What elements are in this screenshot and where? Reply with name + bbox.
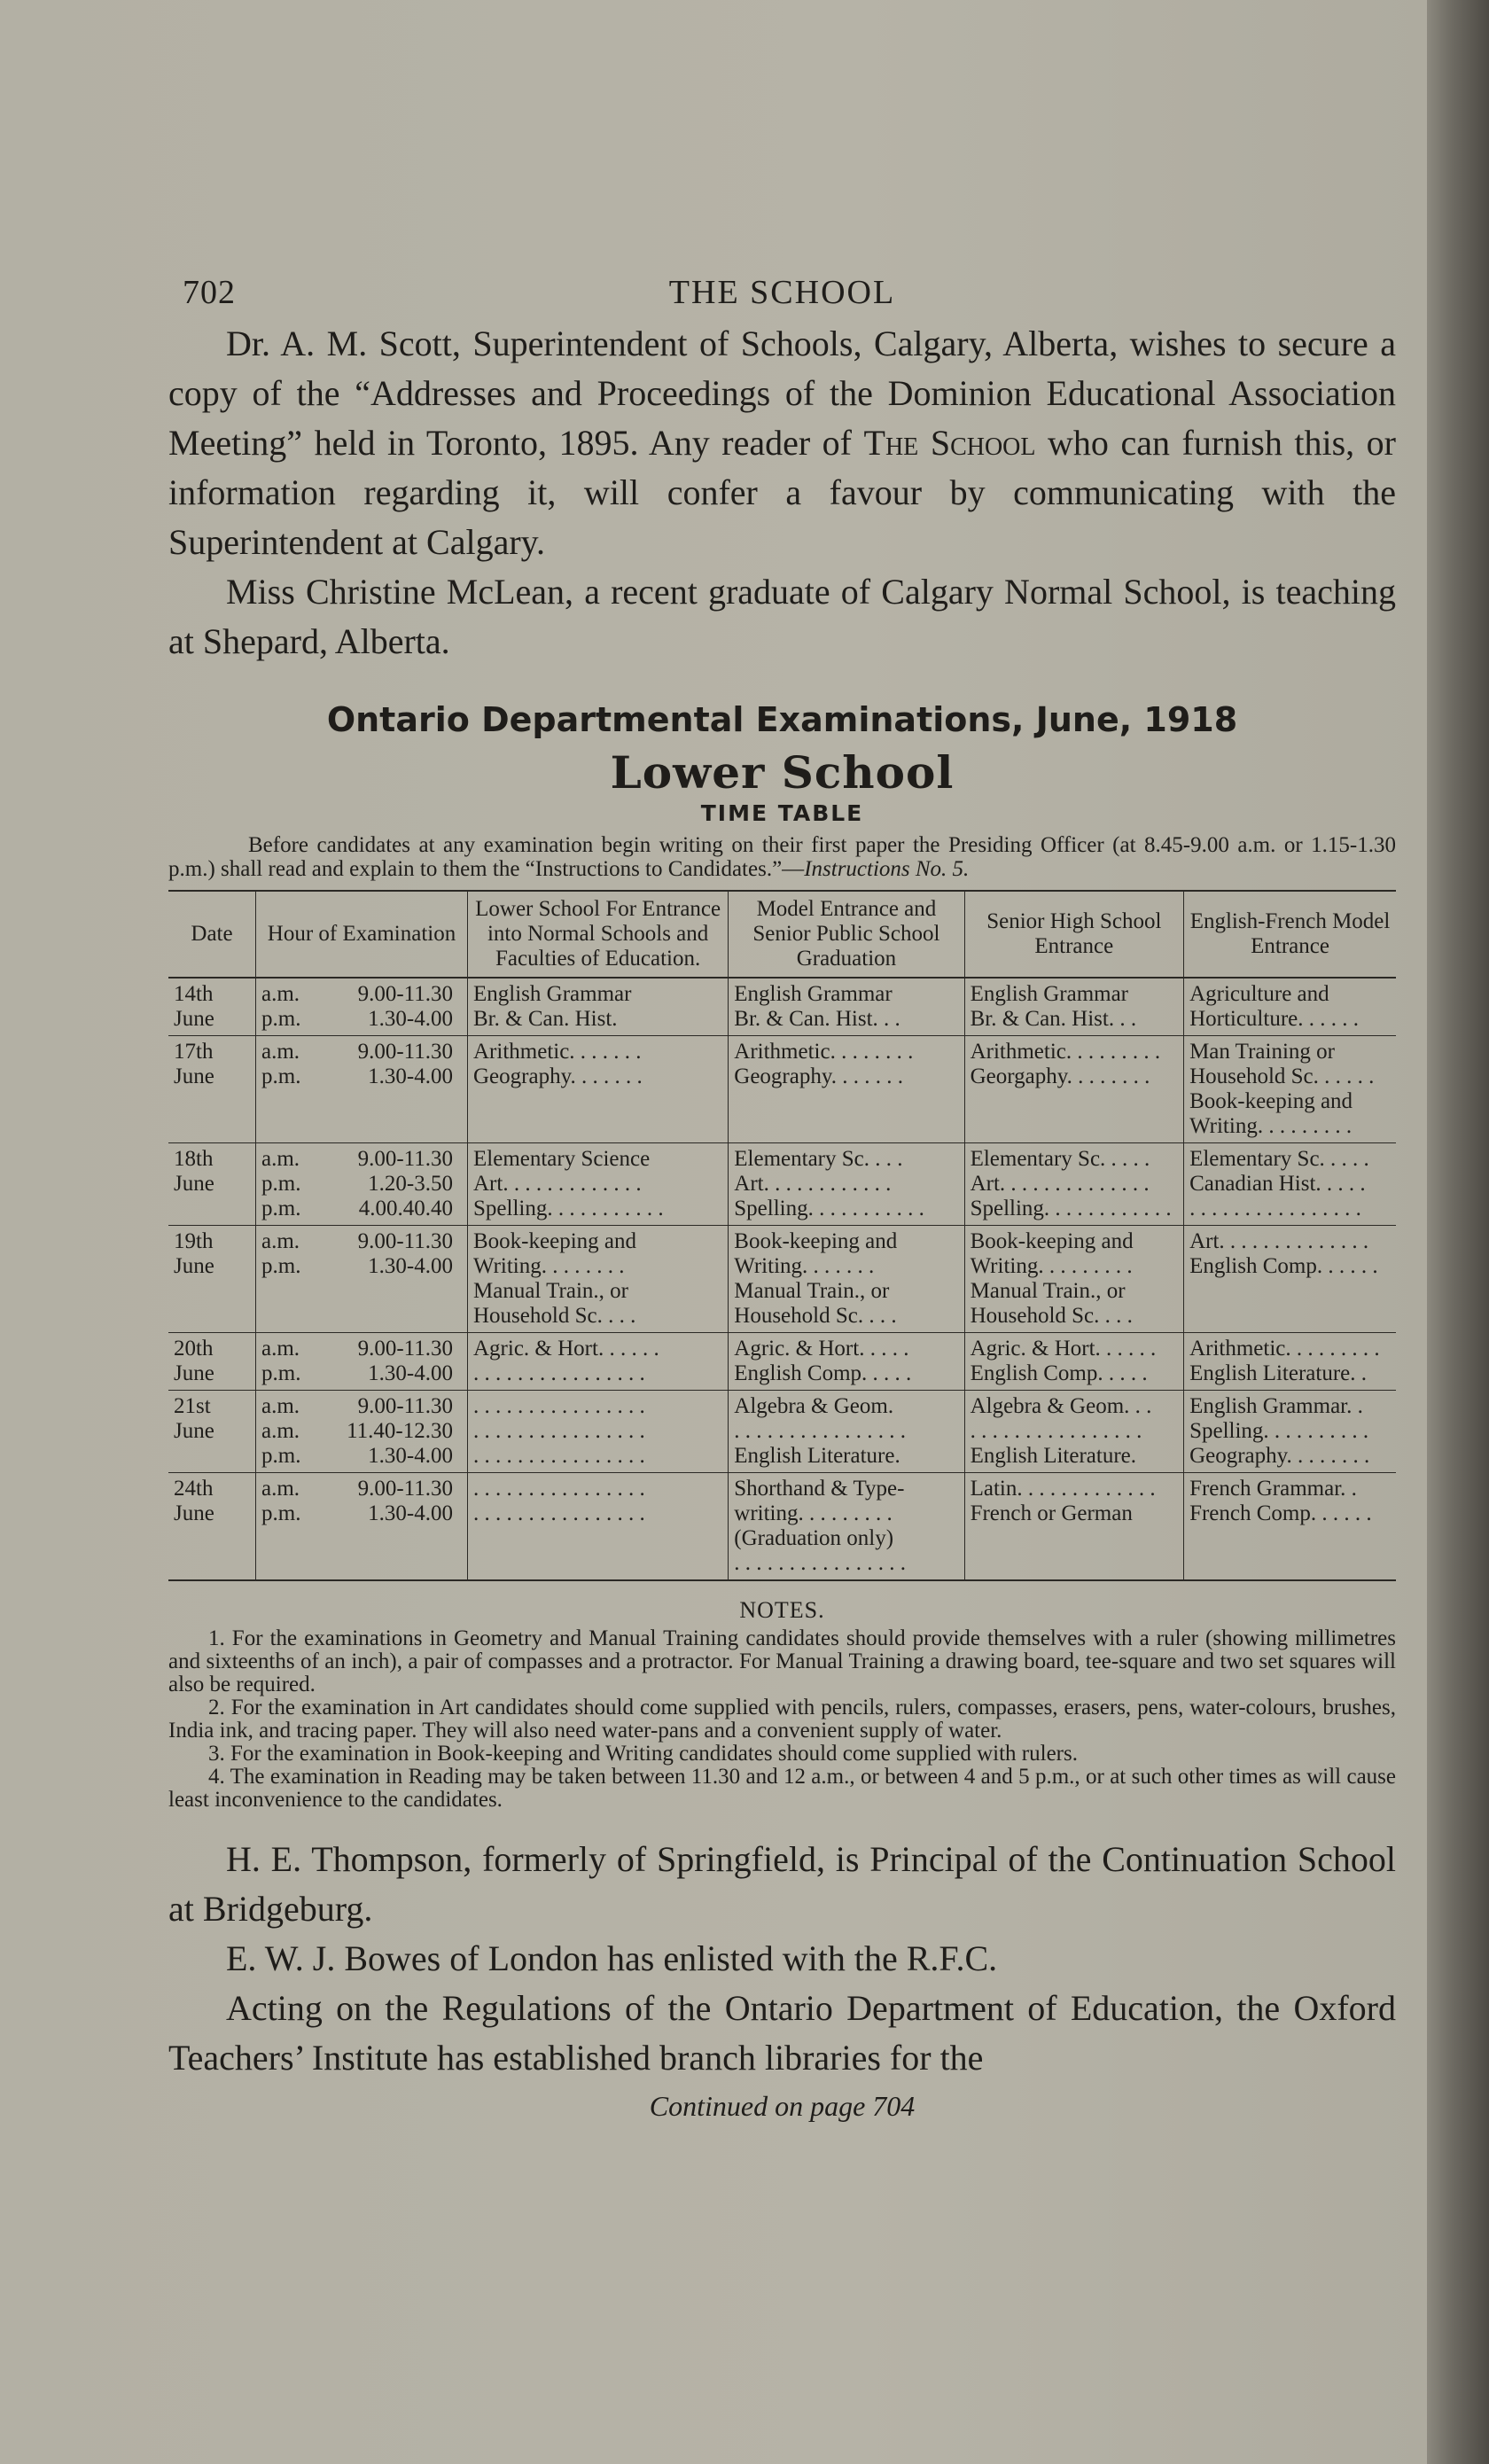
hour-line (261, 1444, 462, 1469)
subject-cell-senior (964, 1391, 1183, 1473)
subject-line: . . . . . . . . . . . . . . . . (734, 1419, 907, 1443)
paragraph-oxford: Acting on the Regulations of the Ontario Department of Education, the Oxford Teachers’ Institute has established branch libraries for the (168, 1988, 1396, 2078)
subject-line: . . . . . . . . . . . . . . . . (473, 1477, 645, 1501)
subject-line: Book-keeping and (473, 1229, 636, 1253)
subject-line: English Comp. . . . . (970, 1361, 1148, 1385)
time-range: 9.00-11.30 (357, 982, 453, 1006)
timetable-header-row (168, 891, 1396, 978)
subject-cell-french (1184, 978, 1396, 1036)
time-range: 1.20-3.50 (368, 1172, 453, 1196)
subject-line: Arithmetic. . . . . . . (473, 1040, 642, 1064)
lower-school-heading: Lower School (610, 746, 955, 799)
subject-line: English Comp. . . . . (734, 1361, 912, 1385)
subject-line: Geography. . . . . . . . (1189, 1444, 1370, 1468)
time-range: 1.30-4.00 (368, 1064, 453, 1088)
subject-cell-lower (468, 1333, 729, 1391)
subject-line: Manual Train., or (734, 1279, 890, 1303)
time-range: 9.00-11.30 (357, 1040, 453, 1064)
subject-line: Household Sc. . . . (970, 1304, 1133, 1328)
subject-cell-lower (468, 1226, 729, 1333)
notes-title: NOTES. (739, 1597, 825, 1623)
paragraph-thompson: H. E. Thompson, formerly of Springfield, is Principal of the Continuation School at Bridgeburg. (168, 1839, 1396, 1929)
column-header: Lower School For Entrance into Normal Schools and Faculties of Education. (468, 891, 729, 978)
intro-text: Before candidates at any examination begin writing on their first paper the Presiding Officer (at 8.45-9.00 a.m. or 1.15-1.30 p.m.) shall read and explain to them the “Instructions to Candidates.”— (168, 833, 1396, 881)
subject-line: . . . . . . . . . . . . . . . . (473, 1361, 645, 1385)
subject-line: Spelling. . . . . . . . . . . (473, 1197, 664, 1220)
column-header: Senior High School Entrance (964, 891, 1183, 978)
subject-line: Elementary Sc. . . . (734, 1147, 903, 1171)
intro-italic: Instructions No. 5. (804, 857, 970, 881)
subject-line: English Grammar. . (1189, 1394, 1363, 1418)
am-pm: a.m. (261, 1337, 300, 1361)
subject-line: Elementary Sc. . . . . (1189, 1147, 1369, 1171)
subject-line: Algebra & Geom. . . (970, 1394, 1152, 1418)
am-pm: p.m. (261, 1007, 301, 1031)
subject-line: Writing. . . . . . . (734, 1254, 875, 1278)
subject-cell-french (1184, 1226, 1396, 1333)
subject-cell-senior (964, 1473, 1183, 1581)
subject-cell-french (1184, 1143, 1396, 1226)
timetable-row (168, 978, 1396, 1036)
page-number: 702 (183, 274, 236, 311)
subject-cell-senior (964, 1333, 1183, 1391)
subject-line: Br. & Can. Hist. (473, 1007, 618, 1031)
am-pm: p.m. (261, 1064, 301, 1088)
subject-line: . . . . . . . . . . . . . . . . (970, 1419, 1142, 1443)
subject-line: Shorthand & Type- (734, 1477, 905, 1501)
subject-line: Latin. . . . . . . . . . . . . (970, 1477, 1156, 1501)
subject-cell-model (729, 978, 964, 1036)
am-pm: p.m. (261, 1444, 301, 1468)
am-pm: p.m. (261, 1361, 301, 1385)
subject-line: Br. & Can. Hist. . . (970, 1007, 1137, 1031)
subject-line: Br. & Can. Hist. . . (734, 1007, 900, 1031)
timetable-row (168, 1473, 1396, 1581)
column-header: Model Entrance and Senior Public School Graduation (729, 891, 964, 978)
journal-title: THE SCHOOL (668, 274, 896, 311)
hour-line (261, 1007, 462, 1032)
column-header: Date (168, 891, 256, 978)
subject-line: Agriculture and (1189, 982, 1329, 1006)
hour-line (261, 1394, 462, 1419)
subject-line: Manual Train., or (970, 1279, 1126, 1303)
subject-line: Art. . . . . . . . . . . . . (473, 1172, 642, 1196)
hour-line (261, 1419, 462, 1444)
time-range: 1.30-4.00 (368, 1444, 453, 1468)
hour-line (261, 1064, 462, 1089)
subject-line: . . . . . . . . . . . . . . . . (473, 1444, 645, 1468)
subject-line: Writing. . . . . . . . . (1189, 1114, 1353, 1138)
time-table-caption: TIME TABLE (700, 800, 864, 826)
subject-line: Geography. . . . . . . (473, 1064, 643, 1088)
time-range: 9.00-11.30 (357, 1147, 453, 1171)
subject-line: Spelling. . . . . . . . . . (1189, 1419, 1369, 1443)
date-cell: 18th June (168, 1143, 256, 1226)
page-content (168, 266, 1396, 2123)
timetable (168, 890, 1396, 1581)
subject-line: Household Sc. . . . (473, 1304, 636, 1328)
am-pm: p.m. (261, 1172, 301, 1196)
am-pm: p.m. (261, 1501, 301, 1525)
hour-line (261, 1337, 462, 1361)
subject-line: Agric. & Hort. . . . . (734, 1337, 909, 1361)
subject-line: writing. . . . . . . . . (734, 1501, 893, 1525)
date-cell: 21st June (168, 1391, 256, 1473)
time-range: 9.00-11.30 (357, 1394, 453, 1418)
subject-line: Household Sc. . . . . . (1189, 1064, 1375, 1088)
note-item: 3. For the examination in Book-keeping and Writing candidates should come supplied with rulers. (208, 1742, 1078, 1766)
hour-line (261, 1361, 462, 1386)
subject-line: Arithmetic. . . . . . . . (734, 1040, 914, 1064)
subject-line: English Literature. (970, 1444, 1137, 1468)
time-range: 9.00-11.30 (357, 1337, 453, 1361)
subject-line: Geography. . . . . . . (734, 1064, 903, 1088)
timetable-row (168, 1143, 1396, 1226)
subject-line: English Grammar (734, 982, 893, 1006)
time-range: 9.00-11.30 (357, 1229, 453, 1253)
subject-cell-senior (964, 1226, 1183, 1333)
column-header: English-French Model Entrance (1184, 891, 1396, 978)
subject-cell-senior (964, 1143, 1183, 1226)
hour-cell (256, 1473, 468, 1581)
hour-cell (256, 1333, 468, 1391)
paragraph-text: Dr. A. M. Scott, Superintendent of Schools, Calgary, Alberta, wishes to secure a copy of the “Addresses and Proceedings of the Dominion Educational Association Meeting” held in Toronto, 1895. Any reader of (168, 324, 1396, 463)
hour-line (261, 1197, 462, 1221)
journal-name-smallcaps: The School (863, 423, 1036, 463)
time-range: 1.30-4.00 (368, 1007, 453, 1031)
am-pm: a.m. (261, 1419, 300, 1443)
subject-line: Book-keeping and (970, 1229, 1134, 1253)
subject-line: English Grammar (970, 982, 1129, 1006)
subject-cell-model (729, 1333, 964, 1391)
subject-line: Writing. . . . . . . . (473, 1254, 625, 1278)
subject-cell-model (729, 1226, 964, 1333)
subject-cell-senior (964, 978, 1183, 1036)
am-pm: a.m. (261, 1477, 300, 1501)
time-range: 1.30-4.00 (368, 1361, 453, 1385)
subject-line: Art. . . . . . . . . . . . . . (970, 1172, 1150, 1196)
subject-line: Canadian Hist. . . . . (1189, 1172, 1366, 1196)
hour-cell (256, 1391, 468, 1473)
paragraph-scott (168, 319, 1396, 567)
subject-line: . . . . . . . . . . . . . . . . (734, 1551, 907, 1575)
timetable-row (168, 1226, 1396, 1333)
subject-line: . . . . . . . . . . . . . . . . (473, 1394, 645, 1418)
am-pm: a.m. (261, 1394, 300, 1418)
subject-cell-french (1184, 1391, 1396, 1473)
subject-line: Spelling. . . . . . . . . . . . (970, 1197, 1172, 1220)
subject-line: Horticulture. . . . . . (1189, 1007, 1359, 1031)
subject-line: Writing. . . . . . . . . (970, 1254, 1133, 1278)
exam-intro (168, 833, 1396, 881)
subject-cell-lower (468, 1473, 729, 1581)
note-item: 4. The examination in Reading may be taken between 11.30 and 12 a.m., or between 4 and 5 p.m., or at such other times as will cause least inconvenience to the candidates. (168, 1765, 1396, 1812)
hour-line (261, 1172, 462, 1197)
subject-cell-model (729, 1143, 964, 1226)
subject-line: Arithmetic. . . . . . . . . (970, 1040, 1161, 1064)
running-header (168, 266, 1396, 319)
subject-line: Manual Train., or (473, 1279, 628, 1303)
exam-heading: Ontario Departmental Examinations, June, 1918 (326, 700, 1238, 739)
subject-line: Algebra & Geom. (734, 1394, 894, 1418)
book-spine (1427, 0, 1489, 2464)
subject-cell-lower (468, 978, 729, 1036)
hour-line (261, 982, 462, 1007)
hour-line (261, 1477, 462, 1501)
subject-line: Art. . . . . . . . . . . . (734, 1172, 892, 1196)
subject-line: Georgaphy. . . . . . . . (970, 1064, 1150, 1088)
am-pm: a.m. (261, 1229, 300, 1253)
subject-line: (Graduation only) (734, 1526, 894, 1550)
subject-line: English Literature. . (1189, 1361, 1368, 1385)
subject-line: Elementary Sc. . . . . (970, 1147, 1150, 1171)
am-pm: a.m. (261, 1040, 300, 1064)
continued-note: Continued on page 704 (649, 2090, 916, 2122)
hour-line (261, 1501, 462, 1526)
note-item: 1. For the examinations in Geometry and Manual Training candidates should provide themselves with a ruler (showing millimetres and sixteenths of an inch), a pair of compasses and a protractor. For Manual Training a drawing board, tee-square and two set squares will also be required. (168, 1626, 1396, 1696)
timetable-row (168, 1333, 1396, 1391)
subject-line: . . . . . . . . . . . . . . . . (473, 1501, 645, 1525)
subject-line: Art. . . . . . . . . . . . . . (1189, 1229, 1369, 1253)
hour-cell (256, 1226, 468, 1333)
hour-cell (256, 1036, 468, 1143)
subject-line: . . . . . . . . . . . . . . . . (1189, 1197, 1361, 1220)
hour-cell (256, 1143, 468, 1226)
subject-line: French or German (970, 1501, 1133, 1525)
date-cell: 17th June (168, 1036, 256, 1143)
subject-line: Book-keeping and (734, 1229, 898, 1253)
time-range: 1.30-4.00 (368, 1254, 453, 1278)
time-range: 11.40-12.30 (347, 1419, 453, 1443)
subject-line: French Comp. . . . . . (1189, 1501, 1372, 1525)
subject-cell-french (1184, 1333, 1396, 1391)
date-cell: 19th June (168, 1226, 256, 1333)
subject-line: English Literature. (734, 1444, 900, 1468)
subject-cell-model (729, 1036, 964, 1143)
am-pm: p.m. (261, 1197, 301, 1220)
timetable-row (168, 1391, 1396, 1473)
subject-cell-french (1184, 1473, 1396, 1581)
subject-line: English Grammar (473, 982, 632, 1006)
column-header: Hour of Examination (256, 891, 468, 978)
subject-cell-senior (964, 1036, 1183, 1143)
am-pm: a.m. (261, 1147, 300, 1171)
closing-paragraphs (168, 1835, 1396, 2083)
subject-cell-lower (468, 1143, 729, 1226)
subject-cell-model (729, 1391, 964, 1473)
subject-line: Elementary Science (473, 1147, 651, 1171)
timetable-body (168, 978, 1396, 1580)
time-range: 4.00.40.40 (358, 1197, 453, 1220)
note-item: 2. For the examination in Art candidates should come supplied with pencils, rulers, compasses, erasers, pens, water-colours, brushes, India ink, and tracing paper. They will also need water-pans and a convenient supply of water. (168, 1696, 1396, 1743)
date-cell: 24th June (168, 1473, 256, 1581)
subject-line: Arithmetic. . . . . . . . . (1189, 1337, 1380, 1361)
subject-line: Agric. & Hort. . . . . . (970, 1337, 1157, 1361)
subject-cell-model (729, 1473, 964, 1581)
subject-line: Household Sc. . . . (734, 1304, 897, 1328)
paragraph-bowes: E. W. J. Bowes of London has enlisted with the R.F.C. (226, 1938, 998, 1978)
timetable-row (168, 1036, 1396, 1143)
time-range: 9.00-11.30 (357, 1477, 453, 1501)
date-cell: 14th June (168, 978, 256, 1036)
time-range: 1.30-4.00 (368, 1501, 453, 1525)
subject-line: French Grammar. . (1189, 1477, 1357, 1501)
date-cell: 20th June (168, 1333, 256, 1391)
hour-line (261, 1254, 462, 1279)
am-pm: a.m. (261, 982, 300, 1006)
subject-line: English Comp. . . . . . (1189, 1254, 1378, 1278)
subject-line: . . . . . . . . . . . . . . . . (473, 1419, 645, 1443)
subject-line: Spelling. . . . . . . . . . . (734, 1197, 924, 1220)
paragraph-text: who can furnish this, or information regarding it, will confer a favour by communicating with the Superintendent at Calgary. (168, 423, 1396, 562)
subject-line: Agric. & Hort. . . . . . (473, 1337, 659, 1361)
subject-cell-lower (468, 1391, 729, 1473)
subject-line: Book-keeping and (1189, 1089, 1353, 1113)
hour-line (261, 1040, 462, 1064)
hour-line (261, 1147, 462, 1172)
am-pm: p.m. (261, 1254, 301, 1278)
hour-line (261, 1229, 462, 1254)
hour-cell (256, 978, 468, 1036)
subject-line: Man Training or (1189, 1040, 1335, 1064)
subject-cell-french (1184, 1036, 1396, 1143)
paragraph-mclean: Miss Christine McLean, a recent graduate of Calgary Normal School, is teaching at Shepard, Alberta. (168, 572, 1396, 661)
subject-cell-lower (468, 1036, 729, 1143)
